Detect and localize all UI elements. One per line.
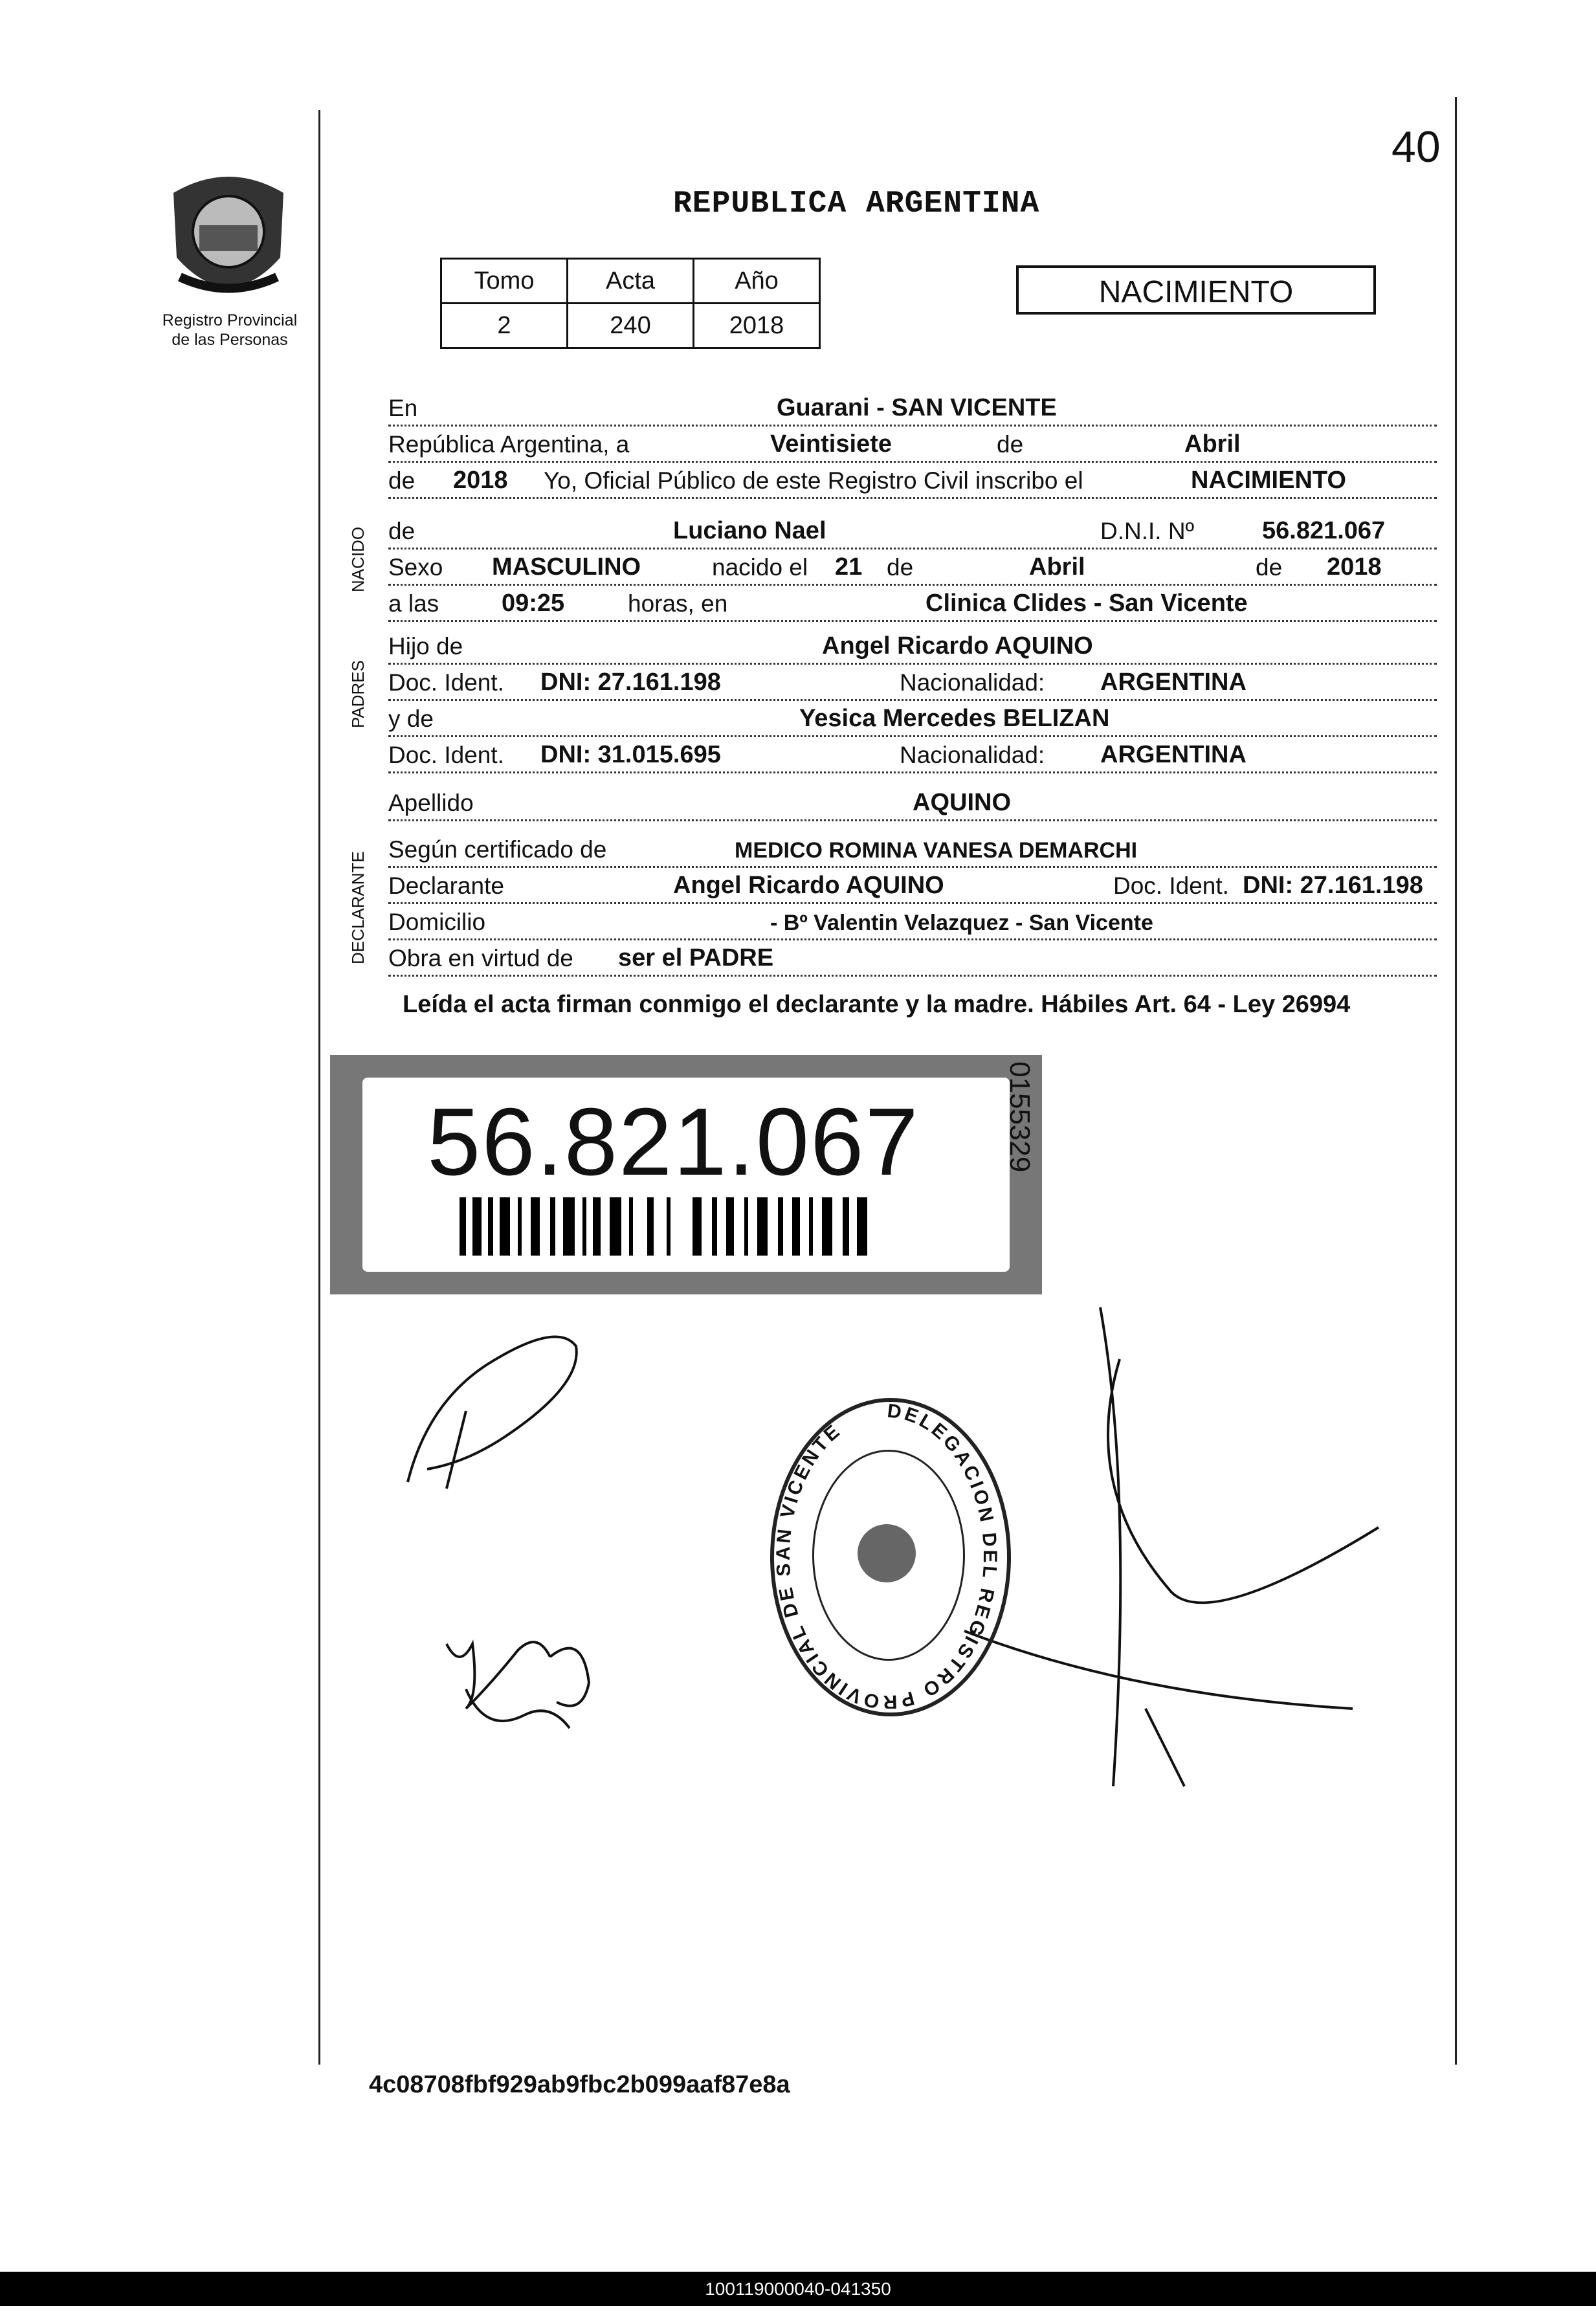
right-margin-line bbox=[1455, 97, 1457, 2065]
row-surname bbox=[388, 783, 1437, 821]
signature-official bbox=[388, 1327, 595, 1498]
seal-text: DELEGACION DEL REGISTRO PROVINCIAL DE SAN VICENTE bbox=[772, 1400, 1001, 1709]
born-label: nacido el bbox=[712, 554, 808, 581]
father-name: Angel Ricardo AQUINO bbox=[822, 632, 1093, 660]
declarant-name: Angel Ricardo AQUINO bbox=[673, 872, 944, 899]
footer-id: 100119000040-041350 bbox=[0, 2272, 1596, 2306]
left-margin-line bbox=[318, 110, 320, 2065]
record-type-box: NACIMIENTO bbox=[1016, 265, 1376, 315]
year-de: de bbox=[388, 467, 416, 494]
cert-label: Según certificado de bbox=[388, 836, 607, 863]
obra-value: ser el PADRE bbox=[618, 944, 774, 971]
born-year: 2018 bbox=[1327, 553, 1382, 581]
child-sex: MASCULINO bbox=[492, 553, 641, 581]
barcode bbox=[460, 1197, 880, 1259]
header-tomo: Tomo bbox=[441, 259, 568, 304]
father-doc: DNI: 27.161.198 bbox=[540, 669, 721, 696]
row-mother bbox=[388, 699, 1437, 737]
closing-statement: Leída el acta firman conmigo el declarante y la madre. Hábiles Art. 64 - Ley 26994 bbox=[403, 991, 1351, 1018]
place-label: En bbox=[388, 395, 418, 421]
caption-line1: Registro Provincial bbox=[162, 311, 298, 329]
obra-label: Obra en virtud de bbox=[388, 945, 573, 971]
value-tomo: 2 bbox=[441, 304, 568, 348]
hospital: Clinica Clides - San Vicente bbox=[925, 590, 1248, 617]
document-title: REPUBLICA ARGENTINA bbox=[673, 186, 1040, 221]
declarant-label: Declarante bbox=[388, 872, 504, 899]
child-dni: 56.821.067 bbox=[1262, 517, 1386, 544]
surname-label: Apellido bbox=[388, 790, 474, 816]
sex-label: Sexo bbox=[388, 554, 443, 581]
address-value: - Bº Valentin Velazquez - San Vicente bbox=[770, 911, 1153, 935]
father-nat: ARGENTINA bbox=[1100, 669, 1247, 696]
sticker-serial: 0155329 bbox=[1004, 1061, 1036, 1173]
child-name: Luciano Nael bbox=[673, 517, 826, 544]
born-month: Abril bbox=[1029, 553, 1085, 581]
value-anio: 2018 bbox=[694, 304, 820, 348]
registry-table bbox=[440, 258, 821, 349]
name-label: de bbox=[388, 518, 416, 544]
row-obra bbox=[388, 938, 1437, 977]
signature-mother bbox=[440, 1605, 608, 1751]
cert-value: MEDICO ROMINA VANESA DEMARCHI bbox=[735, 838, 1138, 863]
page-number: 40 bbox=[1391, 122, 1441, 172]
officer-text: Yo, Oficial Público de este Registro Civil inscribo el bbox=[544, 467, 1083, 494]
value-acta: 240 bbox=[568, 304, 694, 348]
date-de: de bbox=[997, 431, 1024, 458]
row-cert bbox=[388, 830, 1437, 868]
row-year bbox=[388, 461, 1437, 499]
issuer-caption bbox=[133, 311, 327, 349]
father-nat-label: Nacionalidad: bbox=[900, 669, 1045, 696]
hours-label: horas, en bbox=[628, 590, 728, 617]
sticker-number: 56.821.067 bbox=[427, 1089, 920, 1195]
father-doc-label: Doc. Ident. bbox=[388, 669, 504, 696]
born-de: de bbox=[887, 554, 914, 581]
father-label: Hijo de bbox=[388, 633, 463, 660]
mother-nat-label: Nacionalidad: bbox=[900, 742, 1045, 768]
dni-label: D.N.I. Nº bbox=[1100, 518, 1195, 544]
time-label: a las bbox=[388, 590, 439, 617]
birth-time: 09:25 bbox=[502, 590, 565, 617]
section-nacido: NACIDO bbox=[348, 526, 368, 592]
mother-doc: DNI: 31.015.695 bbox=[540, 741, 721, 768]
declarant-doc-label: Doc. Ident. bbox=[1113, 872, 1229, 899]
document-hash: 4c08708fbf929ab9fbc2b099aaf87e8a bbox=[369, 2071, 790, 2098]
row-father-doc bbox=[388, 663, 1437, 701]
section-padres: PADRES bbox=[348, 660, 368, 728]
mother-nat: ARGENTINA bbox=[1100, 741, 1247, 768]
declarant-doc: DNI: 27.161.198 bbox=[1243, 872, 1423, 899]
date-month: Abril bbox=[1184, 430, 1241, 458]
date-year: 2018 bbox=[453, 467, 508, 494]
address-label: Domicilio bbox=[388, 909, 486, 935]
row-father bbox=[388, 626, 1437, 665]
born-de2: de bbox=[1256, 554, 1283, 581]
date-day: Veintisiete bbox=[770, 430, 892, 458]
row-address bbox=[388, 902, 1437, 940]
row-name bbox=[388, 511, 1437, 549]
header-acta: Acta bbox=[568, 259, 694, 304]
surname-value: AQUINO bbox=[913, 789, 1011, 816]
row-mother-doc bbox=[388, 735, 1437, 773]
place-value: Guarani - SAN VICENTE bbox=[777, 394, 1057, 421]
section-declarante: DECLARANTE bbox=[348, 851, 368, 964]
mother-name: Yesica Mercedes BELIZAN bbox=[799, 705, 1110, 732]
row-time bbox=[388, 584, 1437, 622]
row-place bbox=[388, 388, 1437, 427]
province-logo bbox=[161, 167, 296, 316]
caption-line2: de las Personas bbox=[172, 331, 288, 349]
mother-label: y de bbox=[388, 705, 434, 732]
row-sex bbox=[388, 548, 1437, 586]
date-label: República Argentina, a bbox=[388, 431, 630, 458]
born-day: 21 bbox=[835, 553, 863, 581]
row-date bbox=[388, 425, 1437, 463]
row-declarant bbox=[388, 866, 1437, 904]
seal-ring-text bbox=[770, 1398, 1003, 1712]
act-type: NACIMIENTO bbox=[1191, 467, 1346, 494]
mother-doc-label: Doc. Ident. bbox=[388, 742, 504, 768]
header-anio: Año bbox=[694, 259, 820, 304]
